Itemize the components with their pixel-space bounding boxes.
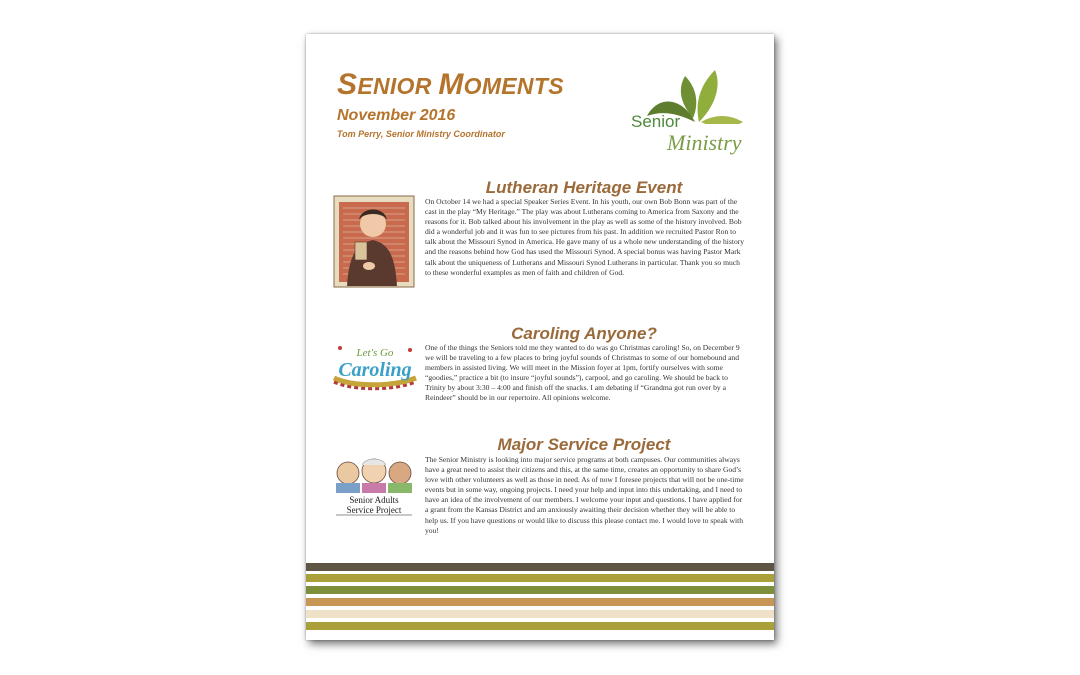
footer-stripe-2 (306, 574, 774, 582)
section-heading-lutheran-heritage: Lutheran Heritage Event (485, 178, 683, 197)
footer-stripe-4 (306, 598, 774, 606)
newsletter-page (306, 34, 774, 640)
title-rest-senior: ENIOR (357, 73, 439, 99)
issue-date: November 2016 (337, 107, 456, 124)
title-initial-m: M (438, 68, 464, 101)
logo-ministry-text: Ministry (667, 130, 742, 155)
section-heading-caroling: Caroling Anyone? (511, 324, 657, 343)
caroling-art-line1: Let's Go (356, 347, 394, 359)
senior-adults-service-project-image (332, 457, 416, 517)
section-body-lutheran-heritage: On October 14 we had a special Speaker Series Event. In his youth, our own Bob Bonn was part of the cast in the play “My Heritage.” The play was about Lutherans coming to America from Saxony and the reasons for it. Bob talked about his involvement in the play as well as some of the history involved. Bob did a wonderful job and it was fun to see pictures from his past. In addition we recruited Pastor Ron to talk about the Missouri Synod in America. He gave many of us a whole new understanding of the history and the reasons behind how God has used the Missouri Synod. A special bonus was having Pastor Mark talk about the uniqueness of Lutherans and Missouri Synod Lutherans in particular. Thank you so much to these wonderful examples as men of faith and children of God. (425, 197, 745, 277)
footer-stripe-6 (306, 622, 774, 630)
newsletter-title (337, 68, 564, 102)
section-body-caroling: One of the things the Seniors told me they wanted to do was go Christmas caroling! So, on December 9 we will be traveling to a few places to bring joyful sounds of Christmas to some of our homebound and members in assisted living. We will meet in the Mission foyer at 1pm, fortify ourselves with some “goodies,” practice a bit (to insure “joyful sounds”), carpool, and go caroling. We should be back to Trinity by about 3:30 – 4:00 and finish off the snacks. I am debating if “Grandma got run over by a Reindeer” should be in our repertoire. All opinions welcome. (425, 343, 740, 403)
luther-portrait-image (333, 194, 415, 289)
lets-go-caroling-image (330, 338, 420, 392)
caroling-art-line2: Caroling (338, 359, 412, 381)
footer-stripe-3 (306, 586, 774, 594)
logo-senior-text: Senior (631, 112, 681, 131)
byline: Tom Perry, Senior Ministry Coordinator (337, 129, 505, 139)
footer-stripe-5 (306, 610, 774, 618)
title-rest-moments: OMENTS (463, 73, 564, 99)
section-body-service-project: The Senior Ministry is looking into major service programs at both campuses. Our communities always have a great need to assist their citizens and this, at the same time, creates an opportunity to share God’s love with other volunteers as well as those in need. As of now I foresee projects that will not be one-time events but in some way, ongoing projects. I need your help and input into this undertaking, and I need to have an idea of the involvement of our members. I welcome your input and questions. I have applied for a grant from the Kansas District and am anxiously awaiting their decision whether they will be able to help us. If you have questions or would like to discuss this please contact me. I would love to speak with you! (425, 455, 744, 535)
service-art-line2: Service Project (346, 505, 402, 515)
section-heading-service-project: Major Service Project (497, 435, 671, 454)
footer-stripe-1 (306, 563, 774, 571)
senior-ministry-logo (629, 64, 749, 159)
title-initial-s: S (337, 68, 358, 101)
service-art-line1: Senior Adults (349, 495, 399, 505)
